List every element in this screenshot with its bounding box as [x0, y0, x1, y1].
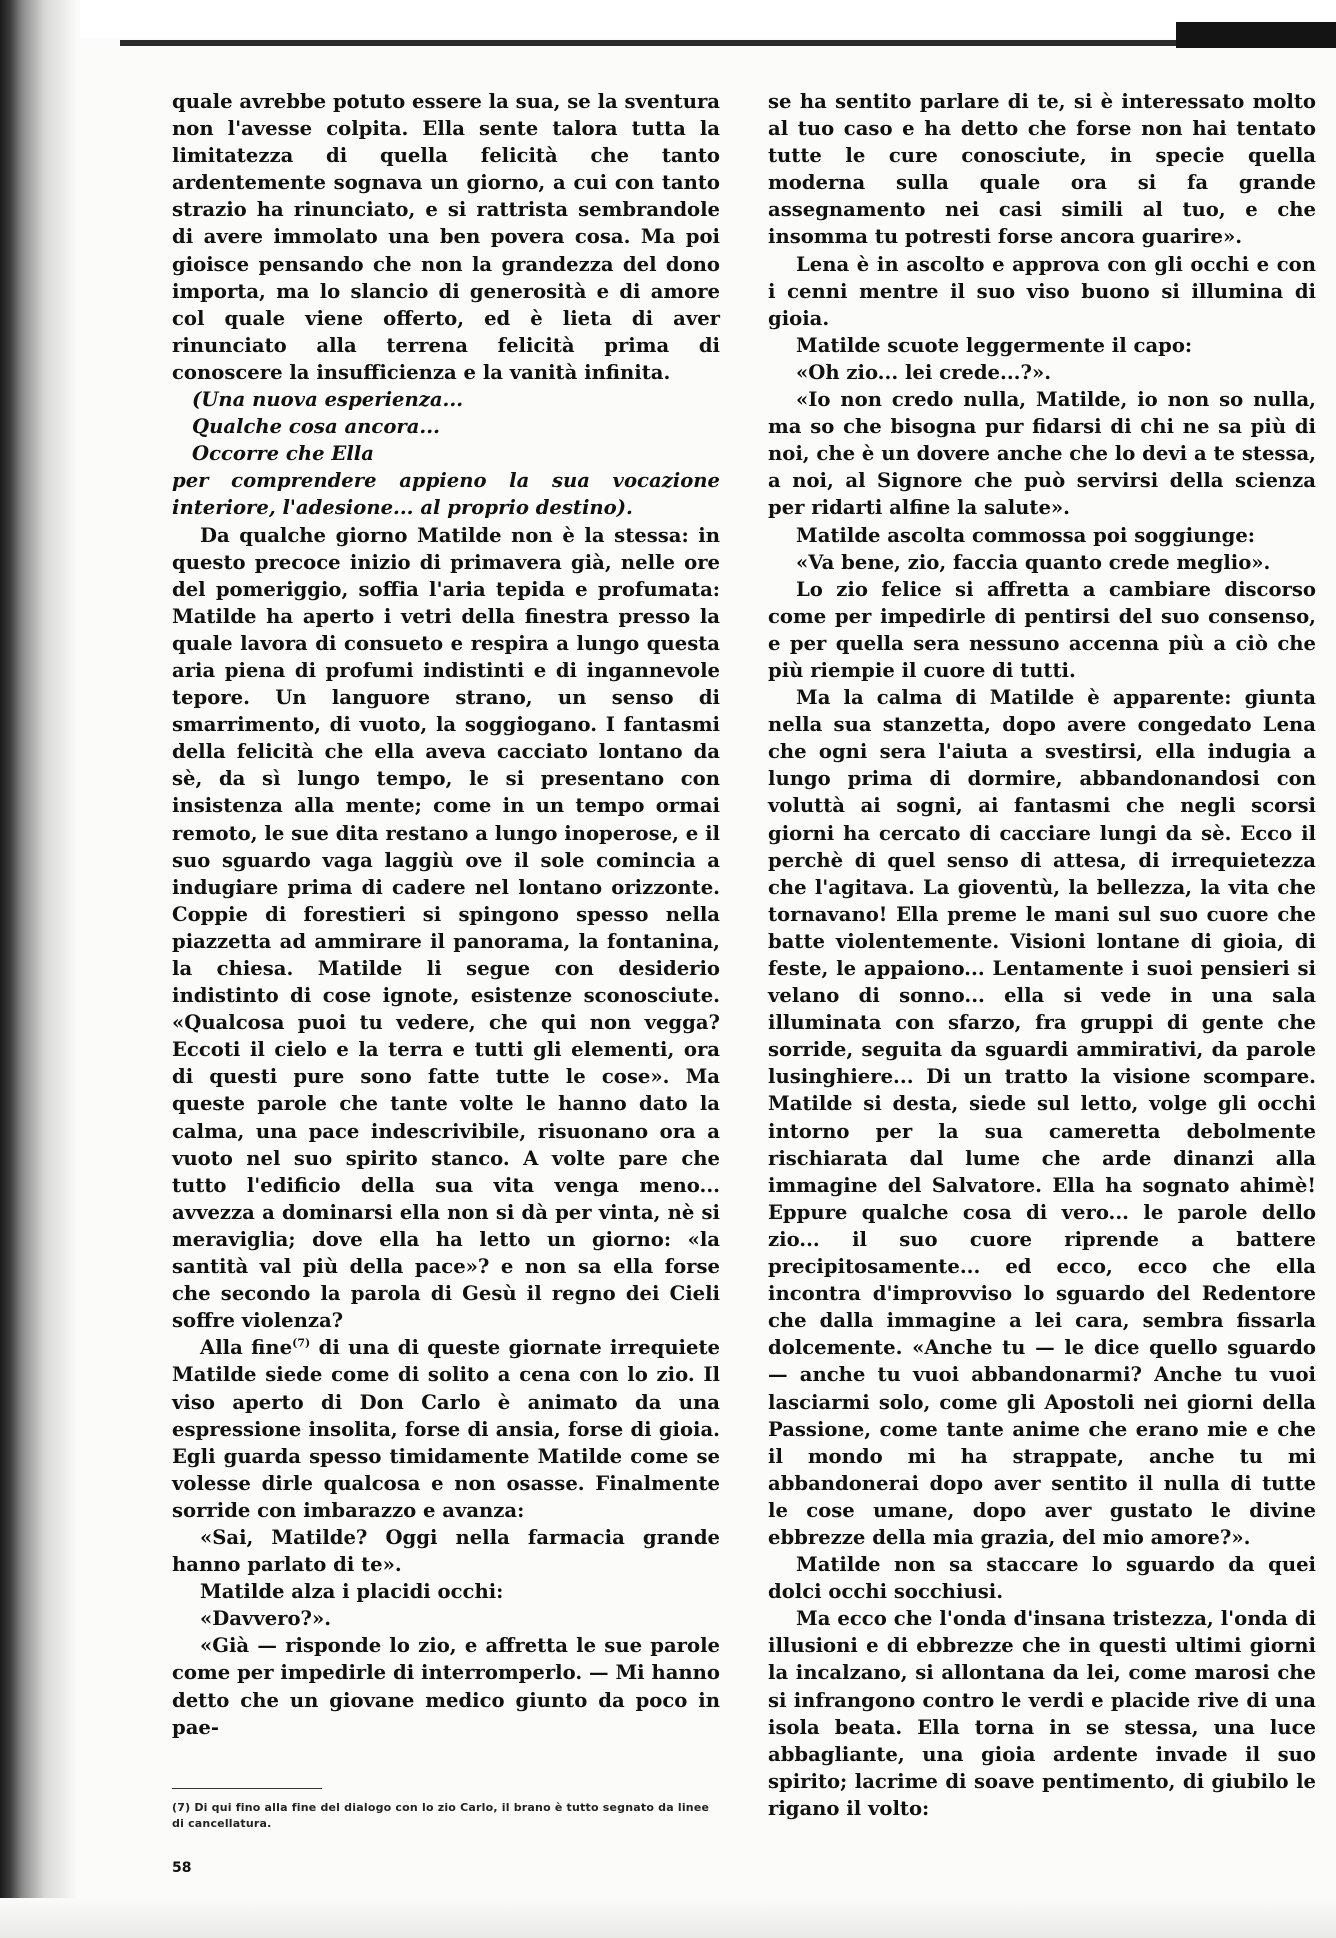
- paragraph: Ma ecco che l'onda d'insana tristezza, l'onda di illusioni e di ebbrezze che in questi ultimi giorni la incalzano, si allontana da lei, come marosi che si infrangono contro le verdi e placide rive di una isola beata. Ella torna in se stessa, una luce abbagliante, una gioia ardente invade il suo spirito; lacrime di soave pentimento, di giubilo le rigano il volto:: [768, 1607, 1316, 1820]
- scan-edge-bottom: [0, 1898, 1336, 1938]
- paragraph: «Oh zio... lei crede...?».: [796, 360, 1052, 384]
- italic-note: [172, 386, 720, 521]
- scan-edge-corner: [1176, 0, 1336, 48]
- scan-edge-left: [0, 0, 80, 1938]
- paragraph: Matilde alza i placidi occhi:: [200, 1580, 504, 1604]
- paragraph: Matilde non sa staccare lo sguardo da quei dolci occhi socchiusi.: [768, 1553, 1316, 1604]
- paragraph: «Io non credo nulla, Matilde, io non so nulla, ma so che bisogna pur fidarsi di chi ne sa più di noi, che è un dovere anche che lo devi a te stessa, a noi, al Signore che può servirsi della scienza per ridarti alfine la salute».: [768, 388, 1316, 520]
- scan-edge-top: [0, 0, 1336, 38]
- page-number: 58: [172, 1860, 192, 1876]
- paragraph: «Davvero?».: [200, 1607, 332, 1631]
- paragraph: Ma la calma di Matilde è apparente: giunta nella sua stanzetta, dopo avere congedato Lena che ogni sera l'aiuta a svestirsi, ella indugia a lungo prima di dormire, abbandonandosi con voluttà ai sogni, ai fantasmi che negli scorsi giorni ha cercato di cacciare lungi da sè. Ecco il perchè di quel senso di attesa, di irrequietezza che l'agitava. La gioventù, la bellezza, la vita che tornavano! Ella preme le mani sul suo cuore che batte violentemente. Visioni lontane di gioia, di feste, le appaiono... Lentamente i suoi pensieri si velano di sonno... ella si vede in una sala illuminata con sfarzo, fra gruppi di gente che sorride, seguita da sguardi ammirativi, da parole lusinghiere... Di un tratto la visione scompare. Matilde si desta, siede sul letto, volge gli occhi intorno per la sua cameretta debolmente rischiarata dal lume che arde dinanzi alla immagine del Salvatore. Ella ha sognato ahimè! Eppure qualche cosa di vero... le parole dello zio... il suo cuore riprende a battere precipitosamente... ed ecco, ecco che ella incontra d'improvviso lo sguardo del Redentore che dalla immagine a lei cara, sembra fissarla dolcemente. «Anche tu — le dice quello sguardo — anche tu vuoi abbandonarmi? Anche tu vuoi lasciarmi solo, come gli Apostoli nei giorni della Passione, come tante anime che erano mie e che il mondo mi ha strappate, anche tu mi abbandonerai dopo aver sentito il nulla di tutte le cose umane, dopo aver gustato le divine ebbrezze della mia grazia, del mio amore?».: [768, 686, 1316, 1549]
- scan-edge-top-line: [120, 40, 1336, 46]
- paragraph: quale avrebbe potuto essere la sua, se la sventura non l'avesse colpita. Ella sente talora tutta la limitatezza di quella felicità che tanto ardentemente sognava un giorno, a cui con tanto strazio ha rinunciato, e si rattrista sembrandole di avere immolato una ben povera cosa. Ma poi gioisce pensando che non la grandezza del dono importa, ma lo slancio di generosità e di amore col quale viene offerto, ed è lieta di aver rinunciato alla terrena felicità prima di conoscere la insufficienza e la vanità infinita.: [172, 90, 720, 384]
- footnote-divider: [172, 1788, 322, 1789]
- footnote: (7) Di qui fino alla fine del dialogo con lo zio Carlo, il brano è tutto segnato da linee di cancellatura.: [172, 1801, 710, 1830]
- paragraph: Matilde scuote leggermente il capo:: [796, 333, 1193, 357]
- paragraph: [172, 1334, 720, 1524]
- right-column: [768, 88, 1316, 1822]
- footnote-marker: (7): [292, 1336, 311, 1350]
- paragraph: «Già — risponde lo zio, e affretta le sue parole come per impedirle di interromperlo. — Mi hanno detto che un giovane medico giunto da poco in pae-: [172, 1634, 720, 1739]
- paragraph: «Va bene, zio, faccia quanto crede meglio».: [796, 550, 1271, 574]
- note-line: Qualche cosa ancora...: [192, 415, 440, 439]
- paragraph: «Sai, Matilde? Oggi nella farmacia grande hanno parlato di te».: [172, 1525, 720, 1577]
- paragraph: Lo zio felice si affretta a cambiare discorso come per impedirle di pentirsi del suo consenso, e per quella sera nessuno accenna più a ciò che più riempie il cuore di tutti.: [768, 577, 1316, 682]
- left-column: [172, 88, 720, 1741]
- paragraph: Matilde ascolta commossa poi soggiunge:: [796, 523, 1256, 547]
- paragraph: Da qualche giorno Matilde non è la stessa: in questo precoce inizio di primavera già, nelle ore del pomeriggio, soffia l'aria tepida e profumata: Matilde ha aperto i vetri della finestra presso la quale lavora di consueto e respira a lungo questa aria piena di profumi indistinti e di ingannevole tepore. Un languore strano, un senso di smarrimento, di vuoto, la soggiogano. I fantasmi della felicità che ella aveva cacciato lontano da sè, da sì lungo tempo, le si presentano con insistenza alla mente; come in un tempo ormai remoto, le sue dita restano a lungo inoperose, e il suo sguardo vaga laggiù ove il sole comincia a indugiare prima di cadere nel lontano orizzonte. Coppie di forestieri si spingono spesso nella piazzetta ad ammirare il panorama, la fontanina, la chiesa. Matilde li segue con desiderio indistinto di cose ignote, esistenze sconosciute. «Qualcosa puoi tu vedere, che qui non vegga? Eccoti il cielo e la terra e tutti gli elementi, ora di questi pure sono fatte tutte le cose». Ma queste parole che tante volte le hanno dato la calma, una pace indescrivibile, risuonano ora a vuoto nel suo spirito stanco. A volte pare che tutto l'edificio della sua vita venga meno... avvezza a dominarsi ella non si dà per vinta, nè si meraviglia; dove ella ha letto un giorno: «la santità val più della pace»? e non sa ella forse che secondo la parola di Gesù il regno dei Cieli soffre violenza?: [172, 523, 720, 1333]
- paragraph-start: Alla fine: [200, 1336, 293, 1360]
- paragraph: se ha sentito parlare di te, si è interessato molto al tuo caso e ha detto che forse non hai tentato tutte le cure conosciute, in specie quella moderna sulla quale ora si fa grande assegnamento nei casi simili al tuo, e che insomma tu potresti forse ancora guarire».: [768, 90, 1316, 249]
- note-line: per comprendere appieno la sua vocazione interiore, l'adesione... al proprio destino).: [172, 469, 720, 520]
- note-line: (Una nuova esperienza...: [192, 388, 464, 412]
- paragraph-rest: di una di queste giornate irrequiete Matilde siede come di solito a cena con lo zio. Il viso aperto di Don Carlo è animato da una espressione insolita, forse di ansia, forse di gioia. Egli guarda spesso timidamente Matilde come se volesse dirle qualcosa e non osasse. Finalmente sorride con imbarazzo e avanza:: [172, 1336, 720, 1522]
- note-line: Occorre che Ella: [192, 442, 374, 466]
- paragraph: Lena è in ascolto e approva con gli occhi e con i cenni mentre il suo viso buono si illumina di gioia.: [768, 252, 1316, 330]
